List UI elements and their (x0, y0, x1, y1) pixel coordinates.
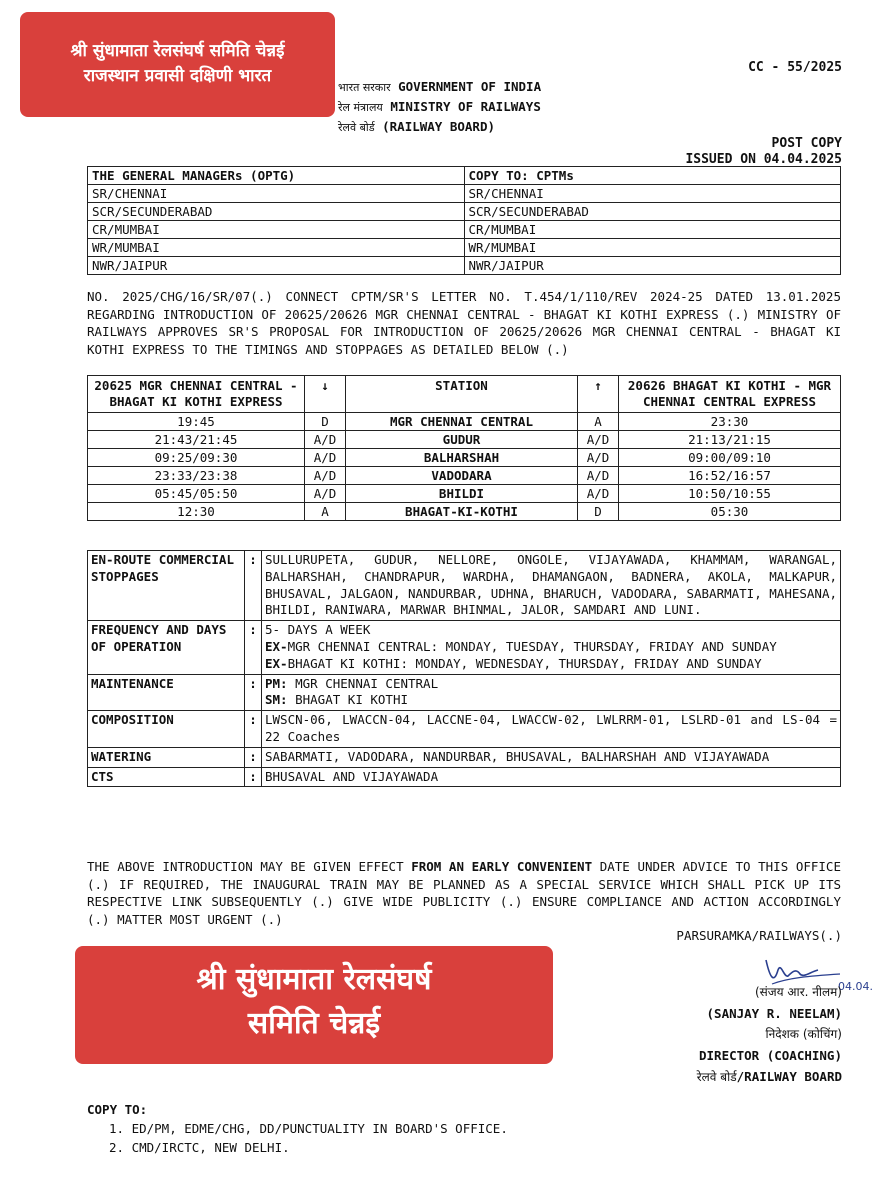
bottom-banner (75, 946, 553, 1064)
bottom-banner-line1: श्री सुंधामाता रेलसंघर्ष (196, 962, 432, 997)
copy-to-cell: NWR/JAIPUR (464, 257, 841, 275)
signature-block (697, 982, 842, 1088)
up-time: 23:30 (619, 413, 841, 431)
table-row (88, 413, 841, 431)
government-header (338, 77, 541, 137)
top-banner-line1: श्री सुंधामाता रेलसंघर्ष समिति चेन्नई (70, 41, 285, 61)
frequency-value (262, 621, 841, 674)
addressee-left-header: THE GENERAL MANAGERs (OPTG) (88, 167, 465, 185)
reference-number: CC - 55/2025 (748, 60, 842, 75)
down-flag: A/D (305, 449, 346, 467)
copy-to-cell: SR/CHENNAI (464, 185, 841, 203)
station-name: BHILDI (346, 485, 578, 503)
pm-value: MGR CHENNAI CENTRAL (295, 675, 439, 691)
table-row (88, 221, 841, 239)
addressee-cell: SCR/SECUNDERABAD (88, 203, 465, 221)
signatory-hindi-name: (संजय आर. नीलम) (754, 985, 842, 999)
header-line2-hindi: रेल मंत्रालय (338, 101, 383, 114)
signatory-name: (SANJAY R. NEELAM) (706, 1006, 842, 1021)
table-row (88, 431, 841, 449)
addressee-cell: SR/CHENNAI (88, 185, 465, 203)
signatory-hindi-title: निदेशक (कोचिंग) (765, 1027, 842, 1041)
list-item: 2. CMD/IRCTC, NEW DELHI. (109, 1140, 290, 1155)
watering-label: WATERING (88, 747, 245, 767)
enroute-label: EN-ROUTE COMMERCIAL STOPPAGES (88, 551, 245, 621)
frequency-label: FREQUENCY AND DAYS OF OPERATION (88, 621, 245, 674)
up-flag: D (578, 503, 619, 521)
timetable-header-row (88, 376, 841, 413)
sm-prefix: SM: (265, 692, 288, 708)
station-name: GUDUR (346, 431, 578, 449)
colon: : (245, 767, 262, 787)
copy-to-cell: WR/MUMBAI (464, 239, 841, 257)
addressee-cell: WR/MUMBAI (88, 239, 465, 257)
station-name: BALHARSHAH (346, 449, 578, 467)
addressee-cell: NWR/JAIPUR (88, 257, 465, 275)
table-row (88, 747, 841, 767)
watering-value: SABARMATI, VADODARA, NANDURBAR, BHUSAVAL, BALHARSHAH AND VIJAYAWADA (262, 747, 841, 767)
frequency-ex-bhagat: BHAGAT KI KOTHI: MONDAY, WEDNESDAY, THURSDAY, FRIDAY AND SUNDAY (287, 655, 762, 671)
list-item: 1. ED/PM, EDME/CHG, DD/PUNCTUALITY IN BOARD'S OFFICE. (109, 1121, 508, 1136)
post-copy-label: POST COPY (771, 136, 842, 151)
colon: : (245, 621, 262, 674)
down-flag: A (305, 503, 346, 521)
maintenance-value (262, 674, 841, 711)
station-name: MGR CHENNAI CENTRAL (346, 413, 578, 431)
addressee-table (87, 166, 841, 275)
office-hindi: रेलवे बोर्ड (696, 1070, 737, 1084)
header-line3-hindi: रेलवे बोर्ड (338, 121, 375, 134)
table-row (88, 551, 841, 621)
table-row (88, 485, 841, 503)
frequency-ex-chennai: MGR CHENNAI CENTRAL: MONDAY, TUESDAY, THURSDAY, FRIDAY AND SUNDAY (287, 638, 777, 654)
table-row (88, 503, 841, 521)
header-line1-hindi: भारत सरकार (338, 81, 391, 94)
down-flag: A/D (305, 431, 346, 449)
table-row (88, 467, 841, 485)
header-line3: (RAILWAY BOARD) (382, 119, 496, 134)
closing-part2: DATE UNDER ADVICE TO THIS OFFICE (.) IF REQUIRED, THE INAUGURAL TRAIN MAY BE PLANNED AS A SPECIAL SERVICE WHICH SHALL PICK UP ITS RESPECTIVE LINK SUBSEQUENTLY (.) GIVE WIDE PUBLICITY (.) ENSURE COMPLIANCE AND ACTION ACCORDINGLY (.) MATTER MOST URGENT (.) (87, 859, 841, 927)
up-train-header: 20626 BHAGAT KI KOTHI - MGR CHENNAI CENTRAL EXPRESS (619, 376, 841, 413)
up-flag: A/D (578, 449, 619, 467)
down-flag: D (305, 413, 346, 431)
copy-to-section (87, 1100, 508, 1157)
composition-label: COMPOSITION (88, 711, 245, 748)
down-time: 23:33/23:38 (88, 467, 305, 485)
operation-details-table (87, 550, 841, 787)
addressee-cell: CR/MUMBAI (88, 221, 465, 239)
frequency-summary: 5- DAYS A WEEK (265, 622, 371, 638)
down-time: 19:45 (88, 413, 305, 431)
cts-value: BHUSAVAL AND VIJAYAWADA (262, 767, 841, 787)
signature-date: 04.04. (838, 980, 873, 993)
frequency-ex-prefix: EX- (265, 638, 288, 654)
table-row (88, 239, 841, 257)
intro-paragraph: NO. 2025/CHG/16/SR/07(.) CONNECT CPTM/SR'S LETTER NO. T.454/1/110/REV 2024-25 DATED 13.01.2025 REGARDING INTRODUCTION OF 20625/20626 MGR CHENNAI CENTRAL - BHAGAT KI KOTHI EXPRESS (.) MINISTRY OF RAILWAYS APPROVES SR'S PROPOSAL FOR INTRODUCTION OF 20625/20626 MGR CHENNAI CENTRAL - BHAGAT KI KOTHI EXPRESS TO THE TIMINGS AND STOPPAGES AS DETAILED BELOW (.) (87, 289, 841, 357)
timetable (87, 375, 841, 521)
station-name: VADODARA (346, 467, 578, 485)
table-row (88, 621, 841, 674)
up-arrow-icon: ↑ (578, 376, 619, 413)
header-line2: MINISTRY OF RAILWAYS (390, 99, 541, 114)
down-flag: A/D (305, 467, 346, 485)
table-row (88, 257, 841, 275)
colon: : (245, 674, 262, 711)
colon: : (245, 747, 262, 767)
down-train-header: 20625 MGR CHENNAI CENTRAL - BHAGAT KI KOTHI EXPRESS (88, 376, 305, 413)
bottom-banner-line2: समिति चेन्नई (247, 1006, 381, 1041)
header-line1: GOVERNMENT OF INDIA (398, 79, 542, 94)
table-row (88, 711, 841, 748)
down-flag: A/D (305, 485, 346, 503)
down-time: 09:25/09:30 (88, 449, 305, 467)
down-time: 12:30 (88, 503, 305, 521)
pm-prefix: PM: (265, 675, 288, 691)
copy-to-cell: CR/MUMBAI (464, 221, 841, 239)
station-header: STATION (346, 376, 578, 413)
up-time: 10:50/10:55 (619, 485, 841, 503)
table-row (88, 674, 841, 711)
office-english: /RAILWAY BOARD (736, 1069, 842, 1084)
table-row (88, 185, 841, 203)
station-name: BHAGAT-KI-KOTHI (346, 503, 578, 521)
down-time: 05:45/05:50 (88, 485, 305, 503)
colon: : (245, 711, 262, 748)
composition-value: LWSCN-06, LWACCN-04, LACCNE-04, LWACCW-02, LWLRRM-01, LSLRD-01 and LS-04 = 22 Coaches (262, 711, 841, 748)
table-row (88, 203, 841, 221)
addressee-header-row (88, 167, 841, 185)
up-time: 09:00/09:10 (619, 449, 841, 467)
up-flag: A/D (578, 431, 619, 449)
copy-to-heading: COPY TO: (87, 1102, 148, 1117)
top-banner-line2: राजस्थान प्रवासी दक्षिणी भारत (83, 66, 272, 86)
up-time: 05:30 (619, 503, 841, 521)
down-time: 21:43/21:45 (88, 431, 305, 449)
up-flag: A (578, 413, 619, 431)
table-row (88, 767, 841, 787)
enroute-value: SULLURUPETA, GUDUR, NELLORE, ONGOLE, VIJAYAWADA, KHAMMAM, WARANGAL, BALHARSHAH, CHANDRAPUR, WARDHA, DHAMANGAON, BADNERA, AKOLA, MALKAPUR, BHUSAVAL, JALGAON, NANDURBAR, UDHNA, BHARUCH, VADODARA, SABARMATI, MAHESANA, BHILDI, RANIWARA, MARWAR BHINMAL, JALOR, SAMDARI AND LUNI. (262, 551, 841, 621)
closing-bold: FROM AN EARLY CONVENIENT (411, 859, 593, 874)
cts-label: CTS (88, 767, 245, 787)
addressee-right-header: COPY TO: CPTMs (464, 167, 841, 185)
post-copy-block (685, 136, 842, 168)
down-arrow-icon: ↓ (305, 376, 346, 413)
closing-paragraph (87, 858, 841, 928)
up-flag: A/D (578, 467, 619, 485)
copy-to-cell: SCR/SECUNDERABAD (464, 203, 841, 221)
sm-value: BHAGAT KI KOTHI (295, 692, 408, 708)
up-time: 21:13/21:15 (619, 431, 841, 449)
colon: : (245, 551, 262, 621)
table-row (88, 449, 841, 467)
closing-part1: THE ABOVE INTRODUCTION MAY BE GIVEN EFFECT (87, 859, 412, 874)
parsuramka-line: PARSURAMKA/RAILWAYS(.) (676, 928, 842, 943)
signatory-title: DIRECTOR (COACHING) (699, 1048, 842, 1063)
up-time: 16:52/16:57 (619, 467, 841, 485)
up-flag: A/D (578, 485, 619, 503)
issued-date: ISSUED ON 04.04.2025 (685, 152, 842, 167)
top-banner (20, 12, 335, 117)
frequency-ex-prefix: EX- (265, 655, 288, 671)
maintenance-label: MAINTENANCE (88, 674, 245, 711)
